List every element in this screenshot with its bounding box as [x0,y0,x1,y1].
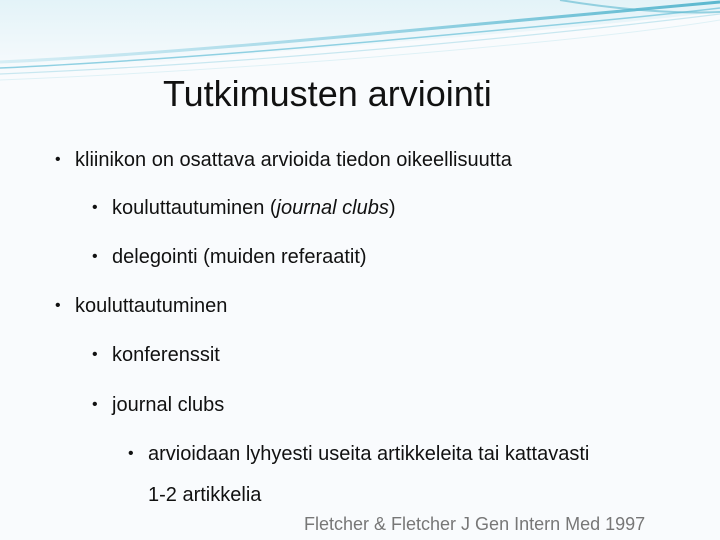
bullet-icon: • [92,248,98,265]
bullet-text: kouluttautuminen (journal clubs) [112,197,396,219]
bullet-icon: • [55,297,61,314]
bullet-icon: • [92,396,98,413]
bullet-icon: • [128,445,134,462]
slide-title: Tutkimusten arviointi [163,73,492,114]
bullet-text: konferenssit [112,344,220,366]
bullet-icon: • [55,151,61,168]
bullet-text: kliinikon on osattava arvioida tiedon oikeellisuutta [75,149,512,171]
bullet-text-continuation: 1-2 artikkelia [148,484,262,506]
bullet-text: journal clubs [112,394,225,416]
bullet-text: delegointi (muiden referaatit) [112,246,367,268]
bullet-text: kouluttautuminen [75,295,228,317]
bullet-icon: • [92,346,98,363]
bullet-text: arvioidaan lyhyesti useita artikkeleita tai kattavasti [148,443,590,465]
citation: Fletcher & Fletcher J Gen Intern Med 1997 [304,514,646,534]
bullet-icon: • [92,199,98,216]
